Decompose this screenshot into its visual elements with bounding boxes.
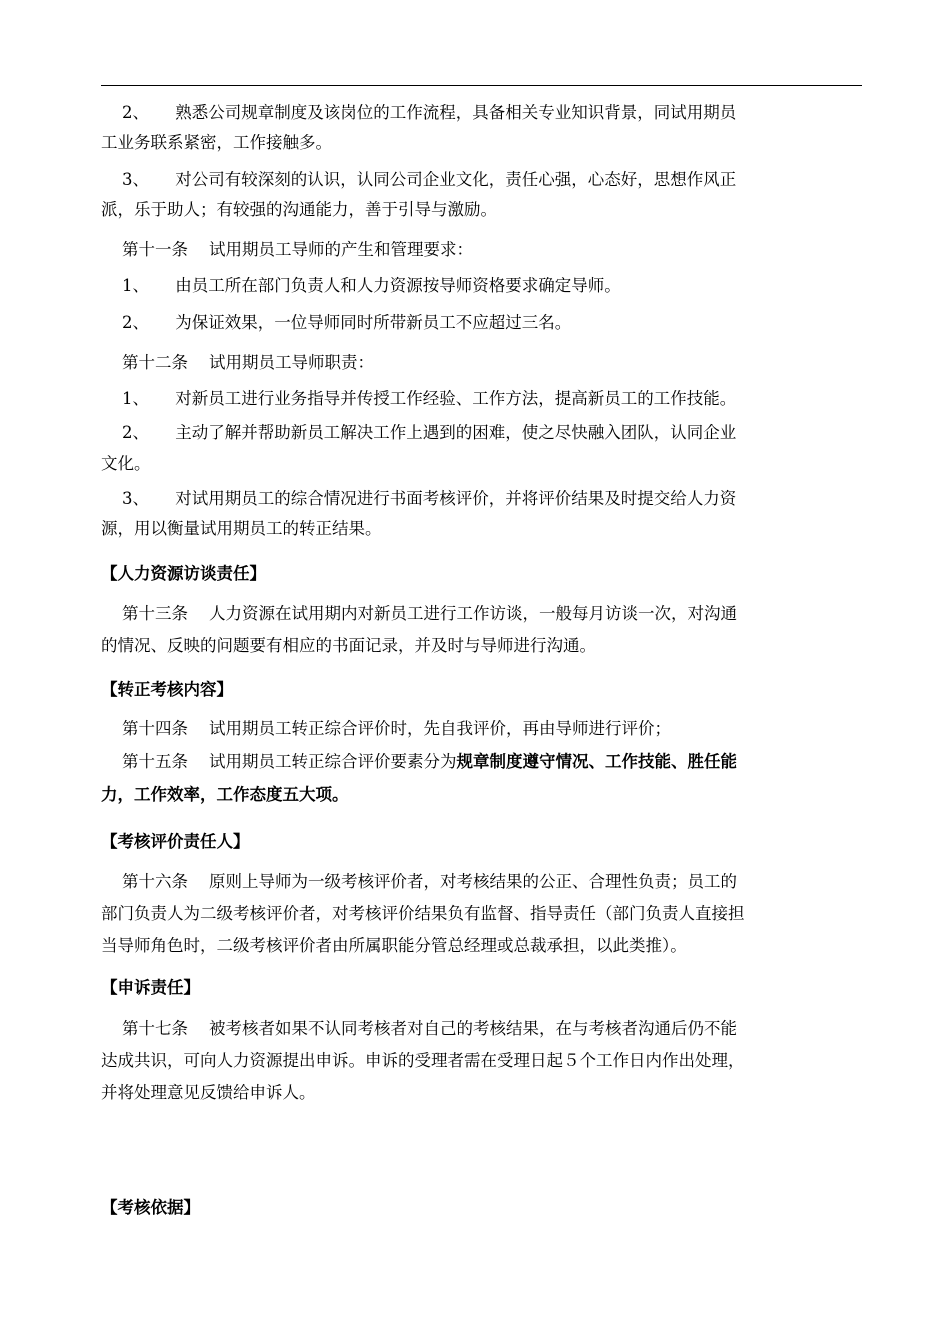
article-16-line-1: 第十六条 原则上导师为一级考核评价者，对考核结果的公正、合理性负责；员工的: [101, 872, 737, 891]
article-11-item-1: 1、 由员工所在部门负责人和人力资源按导师资格要求确定导师。: [101, 276, 621, 295]
article-11: 第十一条 试用期员工导师的产生和管理要求：: [101, 240, 473, 259]
article-17-line-3: 并将处理意见反馈给申诉人。: [101, 1083, 316, 1102]
article-12-item-3-line-1: 3、 对试用期员工的综合情况进行书面考核评价，并将评价结果及时提交给人力资: [101, 489, 737, 508]
article-16-line-3: 当导师角色时，二级考核评价者由所属职能分管总经理或总裁承担，以此类推）。: [101, 936, 687, 955]
item-3-line-2: 派，乐于助人；有较强的沟通能力，善于引导与激励。: [101, 200, 497, 219]
item-2-line-1: 2、 熟悉公司规章制度及该岗位的工作流程，具备相关专业知识背景，同试用期员: [101, 103, 737, 122]
article-12-item-1: 1、 对新员工进行业务指导并传授工作经验、工作方法，提高新员工的工作技能。: [101, 389, 737, 408]
item-3-line-1: 3、 对公司有较深刻的认识，认同公司企业文化，责任心强，心态好，思想作风正: [101, 170, 737, 189]
heading-evaluator: 【考核评价责任人】: [101, 832, 250, 851]
article-12-item-2-line-2: 文化。: [101, 454, 151, 473]
article-17-line-2: 达成共识，可向人力资源提出申诉。申诉的受理者需在受理日起５个工作日内作出处理，: [101, 1051, 745, 1070]
article-12: 第十二条 试用期员工导师职责：: [101, 353, 374, 372]
header-rule: [101, 85, 862, 86]
article-12-item-2-line-1: 2、 主动了解并帮助新员工解决工作上遇到的困难，使之尽快融入团队，认同企业: [101, 423, 737, 442]
article-17-line-1: 第十七条 被考核者如果不认同考核者对自己的考核结果，在与考核者沟通后仍不能: [101, 1019, 737, 1038]
article-15-prefix: 第十五条 试用期员工转正综合评价要素分为: [101, 752, 457, 771]
article-15-line-2: 力，工作效率，工作态度五大项。: [101, 785, 349, 804]
article-13-line-1: 第十三条 人力资源在试用期内对新员工进行工作访谈，一般每月访谈一次，对沟通: [101, 604, 737, 623]
article-12-item-3-line-2: 源，用以衡量试用期员工的转正结果。: [101, 519, 382, 538]
article-16-line-2: 部门负责人为二级考核评价者，对考核评价结果负有监督、指导责任（部门负责人直接担: [101, 904, 745, 923]
heading-basis: 【考核依据】: [101, 1198, 200, 1217]
article-15-emphasis: 规章制度遵守情况、工作技能、胜任能: [456, 752, 737, 771]
article-13-line-2: 的情况、反映的问题要有相应的书面记录，并及时与导师进行沟通。: [101, 636, 596, 655]
heading-appeal: 【申诉责任】: [101, 978, 200, 997]
heading-hr-interview: 【人力资源访谈责任】: [101, 564, 266, 583]
article-15-line-1: [101, 752, 861, 772]
item-2-line-2: 工业务联系紧密，工作接触多。: [101, 133, 332, 152]
article-14: 第十四条 试用期员工转正综合评价时，先自我评价，再由导师进行评价；: [101, 719, 671, 738]
heading-regularization: 【转正考核内容】: [101, 680, 233, 699]
article-11-item-2: 2、 为保证效果，一位导师同时所带新员工不应超过三名。: [101, 313, 572, 332]
